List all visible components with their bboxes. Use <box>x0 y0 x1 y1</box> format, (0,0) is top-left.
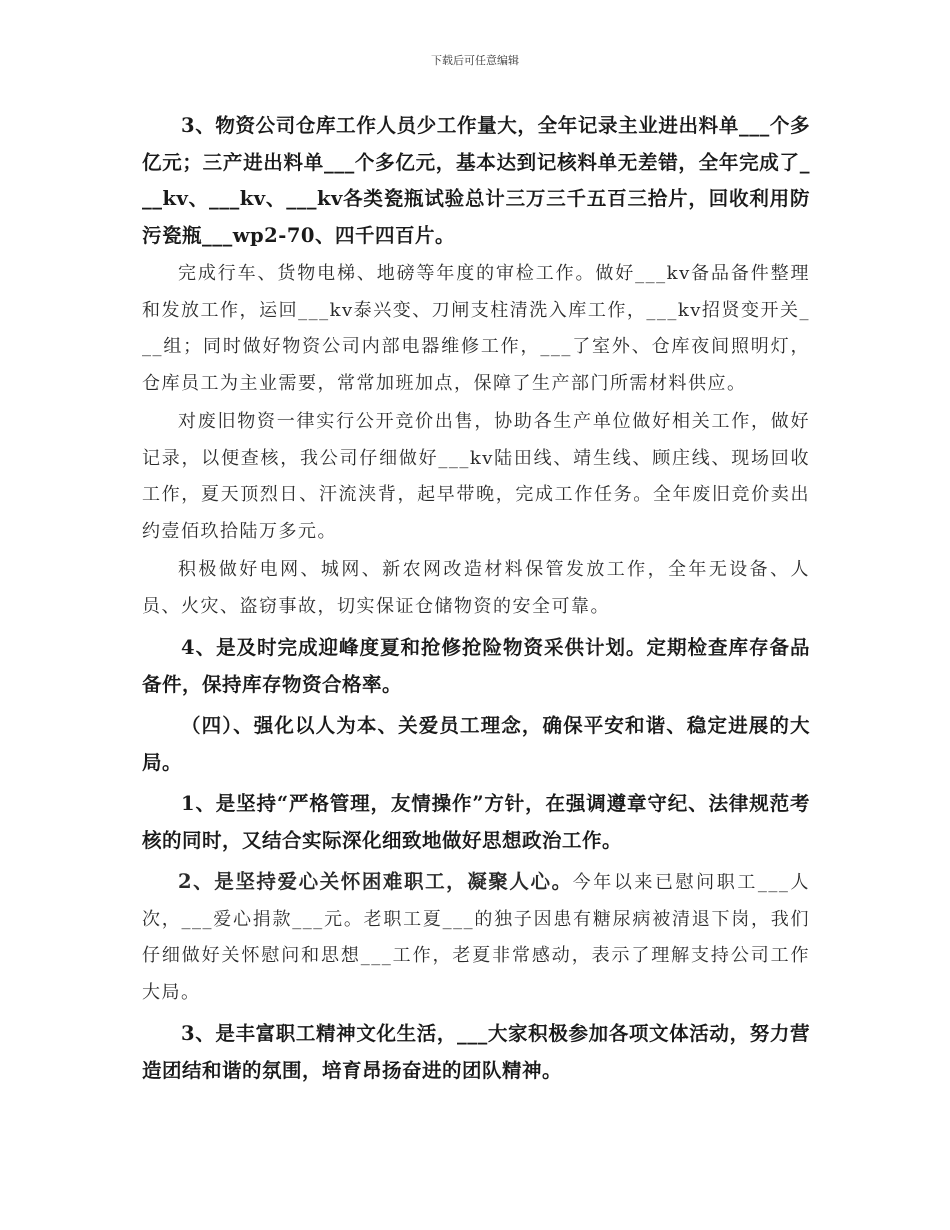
paragraph-annual-inspection: 完成行车、货物电梯、地磅等年度的审检工作。做好___kv备品备件整理和发放工作，运回___kv泰兴变、刀闸支柱清洗入库工作，___kv招贤变开关___组；同时做好物资公司内部电器维修工作，___了室外、仓库夜间照明灯，仓库员工为主业需要，常常加班加点，保障了生产部门所需材料供应。 <box>142 263 810 394</box>
paragraph-strict-management: 1、是坚持“严格管理，友情操作”方针，在强调遵章守纪、法律规范考核的同时，又结合实际深化细致地做好思想政治工作。 <box>142 792 810 852</box>
paragraph-grid-materials: 积极做好电网、城网、新农网改造材料保管发放工作，全年无设备、人员、火灾、盗窃事故，切实保证仓储物资的安全可靠。 <box>142 559 810 617</box>
section-heading-people-oriented: （四）、强化以人为本、关爱员工理念，确保平安和谐、稳定进展的大局。 <box>142 714 810 774</box>
paragraph-scrap-materials: 对废旧物资一律实行公开竞价出售，协助各生产单位做好相关工作，做好记录，以便查核，我公司仔细做好___kv陆田线、靖生线、顾庄线、现场回收工作，夏天顶烈日、汗流浃背，起早带晚，完成工作任务。全年废旧竞价卖出约壹佰玖拾陆万多元。 <box>142 411 810 542</box>
paragraph-warehouse-workload: 3、物资公司仓库工作人员少工作量大，全年记录主业进出料单___个多亿元；三产进出料单___个多亿元，基本达到记核料单无差错，全年完成了___kv、___kv、___kv各类瓷瓶试验总计三万三千五百三拾片，回收利用防污瓷瓶___wp2-70、四千四百片。 <box>142 114 810 247</box>
care-for-staff-lead: 2、是坚持爱心关怀困难职工，凝聚人心。 <box>178 870 573 893</box>
page-header: 下载后可任意编辑 <box>431 54 519 67</box>
paragraph-cultural-life: 3、是丰富职工精神文化生活，___大家积极参加各项文体活动，努力营造团结和谐的氛围，培育昂扬奋进的团队精神。 <box>142 1022 810 1082</box>
document-body <box>142 108 810 1089</box>
paragraph-peak-summer-plan: 4、是及时完成迎峰度夏和抢修抢险物资采供计划。定期检查库存备品备件，保持库存物资合格率。 <box>142 636 810 696</box>
paragraph-care-for-staff <box>142 864 810 1011</box>
care-for-staff-detail: 今年以来已慰问职工___人次，___爱心捐款___元。老职工夏___的独子因患有糖尿病被清退下岗，我们仔细做好关怀慰问和思想___工作，老夏非常感动，表示了理解支持公司工作大局。 <box>142 872 810 1003</box>
